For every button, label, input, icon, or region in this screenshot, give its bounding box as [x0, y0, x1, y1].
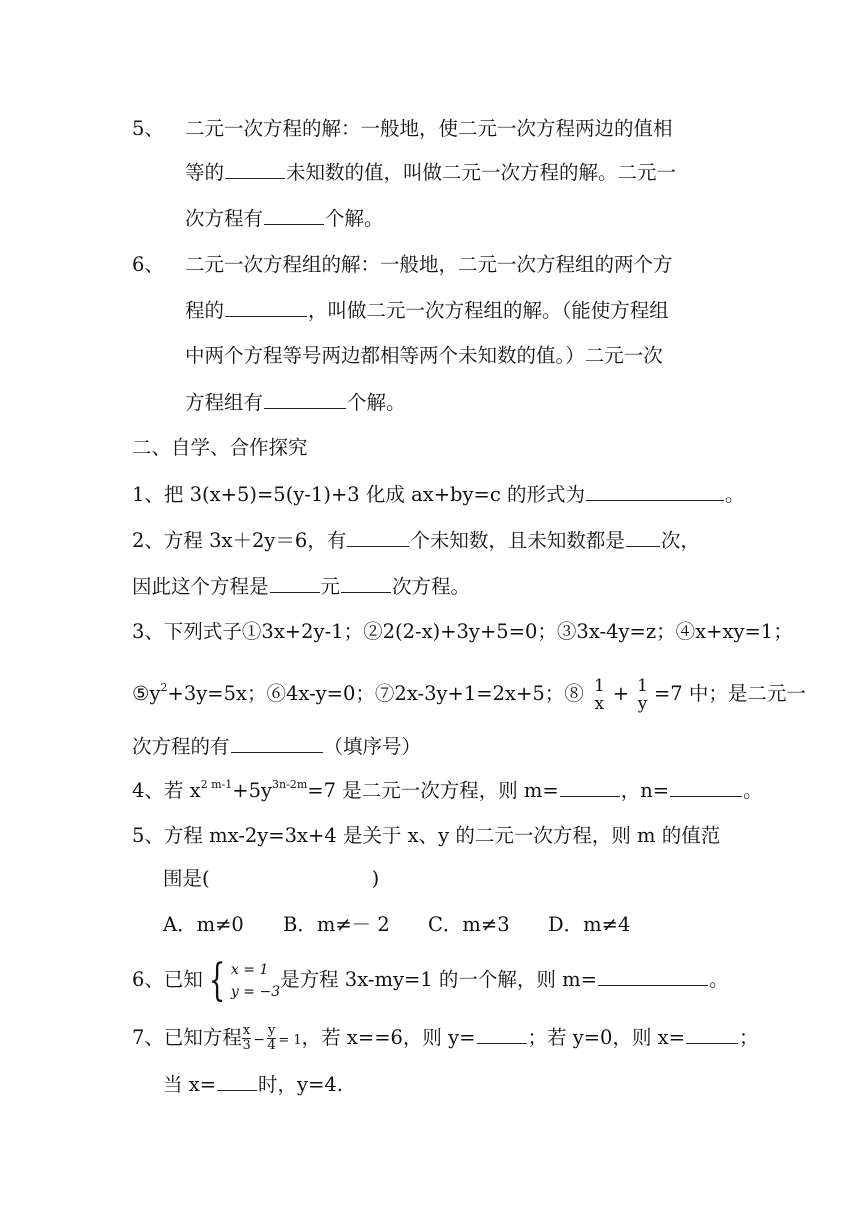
- text: ，若 x==6，则 y=: [301, 1026, 476, 1049]
- text: 7、已知方程: [132, 1026, 242, 1049]
- text: =7 中；是二元一: [653, 682, 806, 705]
- text: 2、方程 3x＋2y＝6，有: [132, 529, 347, 552]
- text: ，叫做二元一次方程组的解。（能使方程组: [308, 299, 669, 322]
- text: ；: [739, 1026, 759, 1049]
- option-c[interactable]: C．m≠3: [428, 913, 510, 936]
- text: ⑤y: [132, 682, 161, 705]
- equation-1: x = 1: [230, 962, 269, 978]
- text: 6、已知: [132, 968, 203, 991]
- question-3-line-3: [132, 734, 421, 759]
- question-7-line-2: [163, 1072, 343, 1097]
- minus-sign: −: [253, 1032, 265, 1048]
- text: 次方程有: [185, 207, 264, 230]
- text: 围是(: [163, 867, 210, 890]
- text: 元: [320, 575, 341, 598]
- plus-sign: +: [612, 682, 630, 705]
- question-5-line-2: [163, 867, 379, 891]
- text: ；若 y=0，则 x=: [527, 1026, 685, 1049]
- text: 个解。: [325, 207, 384, 230]
- answer-blank[interactable]: [670, 778, 742, 797]
- text: =7 是二元一次方程，则 m=: [307, 779, 559, 802]
- answer-blank[interactable]: [560, 778, 620, 797]
- equals-one: = 1: [278, 1033, 302, 1048]
- text: 次方程。: [392, 575, 471, 598]
- text: 个未知数，且未知数都是: [410, 529, 625, 552]
- text: （填序号）: [323, 735, 422, 758]
- text: 。: [743, 779, 763, 802]
- text: 。: [725, 483, 745, 506]
- option-a[interactable]: A．m≠0: [163, 913, 244, 936]
- text: 未知数的值，叫做二元一次方程的解。二元一: [286, 161, 677, 184]
- equation-2: y = −3: [230, 984, 281, 1000]
- exponent: 2 m-1: [200, 778, 233, 791]
- answer-blank[interactable]: [586, 482, 724, 501]
- item-6-line-1: 二元一次方程组的解：一般地，二元一次方程组的两个方: [185, 253, 673, 276]
- option-d[interactable]: D．m≠4: [548, 913, 631, 936]
- answer-blank[interactable]: [686, 1025, 738, 1044]
- answer-blank[interactable]: [598, 967, 708, 986]
- answer-blank[interactable]: [225, 160, 285, 179]
- text: 方程组有: [185, 391, 264, 414]
- numerator: 1: [593, 675, 605, 696]
- question-3-line-2: [132, 672, 806, 716]
- answer-blank[interactable]: [231, 734, 323, 753]
- denominator: y: [637, 693, 648, 714]
- item-5-number: 5、: [132, 117, 164, 140]
- fraction-1-over-y: [637, 677, 648, 713]
- answer-blank[interactable]: [225, 298, 307, 317]
- item-5-line-3: [185, 206, 384, 231]
- answer-blank[interactable]: [341, 574, 391, 593]
- text: 4、若 x: [132, 779, 201, 802]
- question-2-line-2: [132, 574, 470, 599]
- exponent: 2: [160, 681, 168, 694]
- item-5-line-2: [185, 160, 676, 185]
- answer-blank[interactable]: [217, 1072, 257, 1091]
- text: +5y: [232, 779, 273, 802]
- text: +3y=5x；⑥4x-y=0；⑦2x-3y+1=2x+5；⑧: [167, 682, 584, 705]
- text: ，n=: [620, 779, 670, 802]
- answer-blank[interactable]: [477, 1025, 527, 1044]
- denominator: 4: [267, 1038, 276, 1053]
- fraction-x-over-3: [242, 1024, 251, 1053]
- answer-blank[interactable]: [264, 206, 324, 225]
- text: 是方程 3x-my=1 的一个解，则 m=: [280, 968, 597, 991]
- denominator: 3: [242, 1038, 251, 1053]
- question-5-line-1: 5、方程 mx-2y=3x+4 是关于 x、y 的二元一次方程，则 m 的值范: [132, 824, 721, 847]
- question-3-line-1: 3、下列式子①3x+2y-1；②2(2-x)+3y+5=0；③3x-4y=z；④x+xy=1；: [132, 620, 793, 643]
- equations: [231, 959, 280, 1003]
- numerator: x: [242, 1023, 251, 1038]
- numerator: y: [268, 1023, 276, 1038]
- denominator: x: [594, 693, 605, 714]
- item-6-line-4: [185, 390, 406, 415]
- text: 因此这个方程是: [132, 575, 269, 598]
- option-b[interactable]: B．m≠－ 2: [283, 913, 390, 936]
- item-5-line-1: 二元一次方程的解：一般地，使二元一次方程两边的值相: [185, 117, 673, 140]
- text: 程的: [185, 299, 225, 322]
- text: 个解。: [347, 391, 406, 414]
- text: 。: [708, 968, 729, 991]
- answer-blank[interactable]: [626, 528, 660, 547]
- answer-blank[interactable]: [264, 390, 346, 409]
- fraction-y-over-4: [267, 1024, 276, 1053]
- text: 当 x=: [163, 1073, 217, 1096]
- question-2-line-1: [132, 528, 700, 553]
- question-7-line-1: [132, 1016, 759, 1063]
- item-6-number: 6、: [132, 253, 164, 276]
- text: 1、把 3(x+5)=5(y-1)+3 化成 ax+by=c 的形式为: [132, 483, 586, 506]
- text: 次，: [660, 529, 700, 552]
- question-1: [132, 482, 745, 507]
- text: 次方程的有: [132, 735, 230, 758]
- text: 时，y=4.: [258, 1073, 344, 1096]
- text: ): [371, 867, 380, 890]
- brace-icon: {: [208, 955, 226, 1006]
- fraction-1-over-x: [594, 677, 605, 713]
- exponent: 3n-2m: [272, 778, 308, 791]
- answer-blank[interactable]: [270, 574, 320, 593]
- item-6-line-3: 中两个方程等号两边都相等两个未知数的值。）二元一次: [185, 344, 663, 367]
- question-6: [132, 956, 728, 1005]
- text: 等的: [185, 161, 225, 184]
- question-4: [132, 778, 763, 803]
- section-heading: 二、自学、合作探究: [132, 436, 308, 459]
- equation-system: [203, 957, 280, 1005]
- numerator: 1: [637, 675, 648, 696]
- answer-blank[interactable]: [347, 528, 409, 547]
- item-6-line-2: [185, 298, 669, 323]
